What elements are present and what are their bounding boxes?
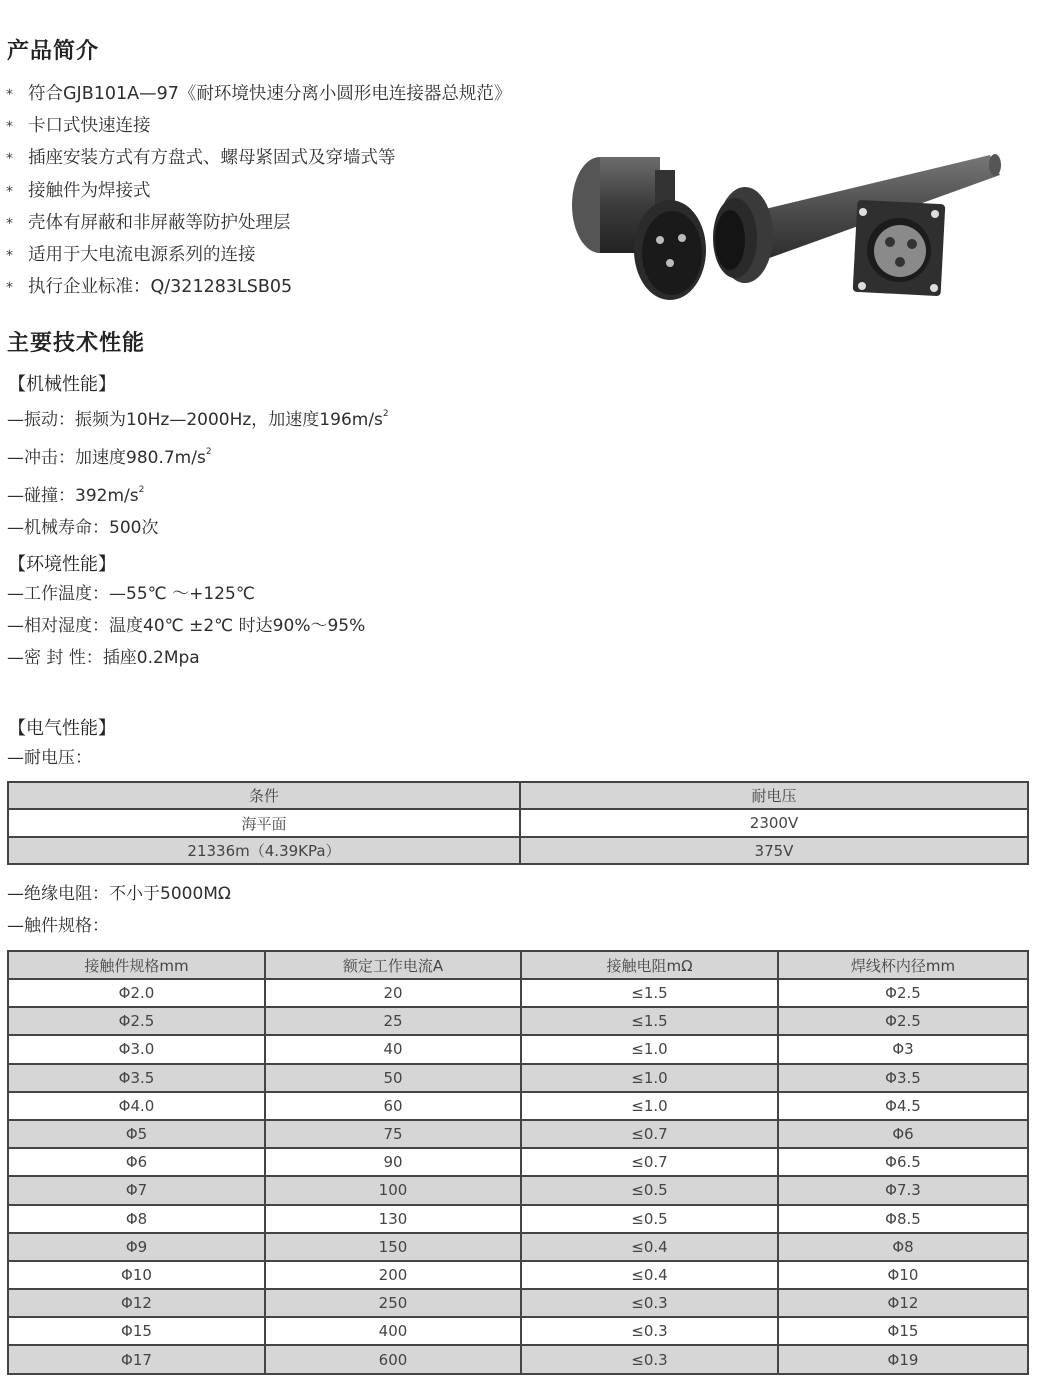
spec-humidity: —相对湿度：温度40℃ ±2℃ 时达90%～95% bbox=[7, 616, 366, 636]
list-item: * 接触件为焊接式 bbox=[6, 175, 511, 207]
col-rated-current: 额定工作电流A bbox=[265, 951, 521, 979]
table-row: Φ3.0 40 ≤1.0 Φ3 bbox=[8, 1035, 1028, 1063]
connector-photo-icon bbox=[560, 140, 1010, 320]
table-row: Φ10 200 ≤0.4 Φ10 bbox=[8, 1261, 1028, 1289]
mechanical-heading: 【机械性能】 bbox=[8, 374, 116, 395]
table-row: Φ7 100 ≤0.5 Φ7.3 bbox=[8, 1176, 1028, 1204]
electrical-heading: 【电气性能】 bbox=[8, 718, 116, 739]
col-solder-cup-diameter: 焊线杯内径mm bbox=[778, 951, 1028, 979]
intro-title: 产品简介 bbox=[7, 39, 100, 64]
table-row: Φ12 250 ≤0.3 Φ12 bbox=[8, 1289, 1028, 1317]
table-row: Φ9 150 ≤0.4 Φ8 bbox=[8, 1233, 1028, 1261]
spec-operating-temp: —工作温度：—55℃ ～+125℃ bbox=[7, 584, 255, 604]
specs-title: 主要技术性能 bbox=[7, 331, 146, 356]
spec-mechanical-life: —机械寿命：500次 bbox=[7, 518, 159, 538]
asterisk-icon: * bbox=[6, 183, 13, 200]
mechanical-list bbox=[7, 398, 389, 544]
table-row: Φ2.0 20 ≤1.5 Φ2.5 bbox=[8, 979, 1028, 1007]
asterisk-icon: * bbox=[6, 247, 13, 264]
col-withstand-voltage: 耐电压 bbox=[520, 782, 1028, 809]
asterisk-icon: * bbox=[6, 280, 13, 297]
asterisk-icon: * bbox=[6, 151, 13, 168]
voltage-table bbox=[7, 781, 1029, 865]
withstand-voltage-label: —耐电压： bbox=[7, 748, 92, 768]
environmental-list bbox=[7, 578, 365, 674]
environmental-heading: 【环境性能】 bbox=[8, 554, 116, 575]
list-item: * 适用于大电流电源系列的连接 bbox=[6, 239, 511, 271]
list-item: * 壳体有屏蔽和非屏蔽等防护处理层 bbox=[6, 207, 511, 239]
col-contact-size: 接触件规格mm bbox=[8, 951, 265, 979]
contact-spec-label: —触件规格： bbox=[7, 916, 109, 936]
list-item: * 卡口式快速连接 bbox=[6, 110, 511, 142]
table-header-row bbox=[8, 951, 1028, 979]
table-row: Φ4.0 60 ≤1.0 Φ4.5 bbox=[8, 1092, 1028, 1120]
table-row: 21336m（4.39KPa） 375V bbox=[8, 837, 1028, 864]
list-item: * 插座安装方式有方盘式、螺母紧固式及穿墙式等 bbox=[6, 142, 511, 174]
contact-table bbox=[7, 950, 1029, 1375]
col-condition: 条件 bbox=[8, 782, 520, 809]
table-row: Φ8 130 ≤0.5 Φ8.5 bbox=[8, 1205, 1028, 1233]
intro-bullet-list bbox=[6, 78, 511, 303]
spec-bump: —碰撞：$392m/s^2$ bbox=[7, 485, 145, 506]
table-row: Φ2.5 25 ≤1.5 Φ2.5 bbox=[8, 1007, 1028, 1035]
spec-sealing: —密 封 性：插座0.2Mpa bbox=[7, 648, 200, 668]
col-contact-resistance: 接触电阻mΩ bbox=[521, 951, 778, 979]
insulation-resistance: —绝缘电阻：不小于5000MΩ bbox=[7, 884, 231, 904]
table-row: Φ17 600 ≤0.3 Φ19 bbox=[8, 1345, 1028, 1373]
spec-shock: —冲击：加速度$980.7m/s^2$ bbox=[7, 447, 212, 468]
table-row: Φ6 90 ≤0.7 Φ6.5 bbox=[8, 1148, 1028, 1176]
spec-vibration: —振动：振频为10Hz—2000Hz，加速度$196m/s^2$ bbox=[7, 409, 389, 430]
list-item: * 符合GJB101A—97《耐环境快速分离小圆形电连接器总规范》 bbox=[6, 78, 511, 110]
table-row: Φ15 400 ≤0.3 Φ15 bbox=[8, 1317, 1028, 1345]
product-image bbox=[560, 140, 1010, 320]
list-item: * 执行企业标准：Q/321283LSB05 bbox=[6, 271, 511, 303]
table-row: Φ3.5 50 ≤1.0 Φ3.5 bbox=[8, 1064, 1028, 1092]
table-row: Φ5 75 ≤0.7 Φ6 bbox=[8, 1120, 1028, 1148]
table-row: 海平面 2300V bbox=[8, 809, 1028, 837]
table-header-row bbox=[8, 782, 1028, 809]
asterisk-icon: * bbox=[6, 215, 13, 232]
asterisk-icon: * bbox=[6, 87, 13, 103]
asterisk-icon: * bbox=[6, 119, 13, 136]
